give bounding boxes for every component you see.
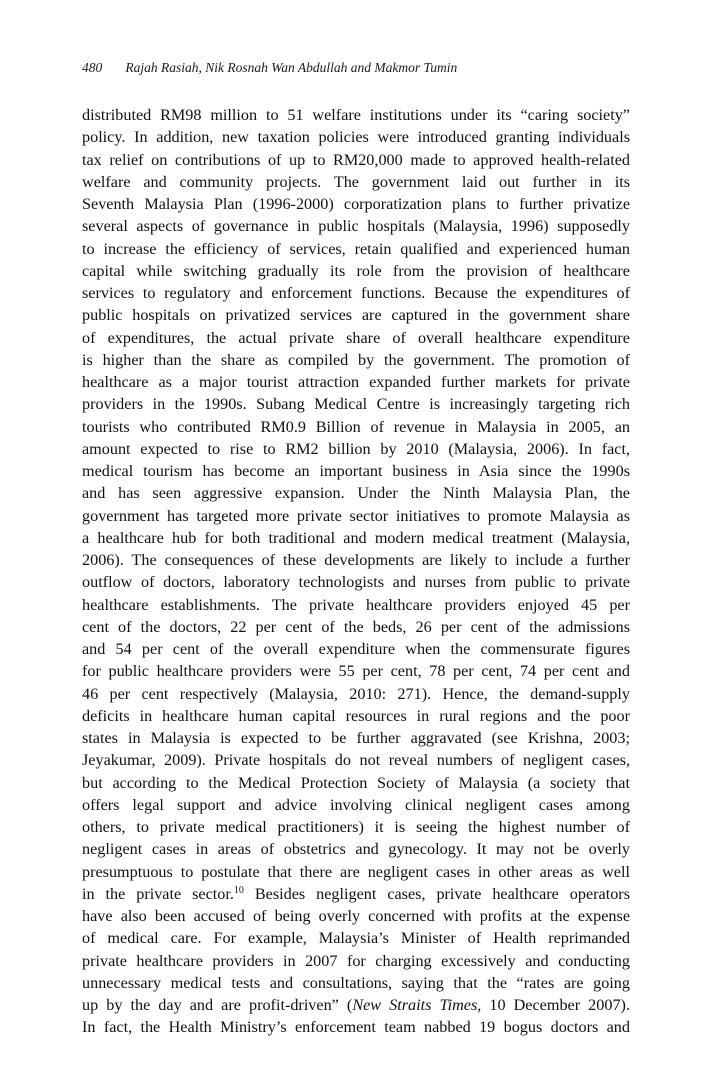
text-line [82, 972, 630, 994]
author-names: Rajah Rasiah, Nik Rosnah Wan Abdullah and Makmor Tumin [125, 60, 458, 75]
line-text: have also been accused of being overly concerned with profits at the expense [82, 907, 630, 925]
paragraph-lines-b [82, 905, 630, 994]
line-fragment: up by the day and are profit-driven” ( [82, 996, 353, 1014]
running-header [82, 60, 642, 76]
line-text: healthcare as a major tourist attraction expanded further markets for private [82, 373, 630, 391]
line-text: to increase the efficiency of services, retain qualified and experienced human [82, 239, 630, 258]
publication-title: New Straits Times [352, 996, 478, 1014]
text-line [82, 950, 630, 972]
text-line [82, 260, 630, 282]
text-line [82, 861, 630, 883]
text-line [82, 126, 630, 148]
text-line [82, 238, 630, 260]
line-text: policy. In addition, new taxation policies were introduced granting individuals [82, 128, 630, 147]
text-line [82, 838, 630, 860]
text-line [82, 616, 630, 638]
line-fragment: in the private sector. [82, 884, 234, 903]
line-text: 46 per cent respectively (Malaysia, 2010: 271). Hence, the demand-supply [82, 684, 630, 703]
text-line [82, 571, 630, 593]
line-text: 2006). The consequences of these developments are likely to include a further [82, 551, 630, 569]
text-line [82, 104, 630, 126]
line-text: cent of the doctors, 22 per cent of the beds, 26 per cent of the admissions [82, 617, 630, 636]
text-line [82, 327, 630, 349]
text-line-citation [82, 994, 630, 1016]
line-text: tourists who contributed RM0.9 Billion of revenue in Malaysia in 2005, an [82, 417, 630, 436]
line-text: offers legal support and advice involving clinical negligent cases among [82, 795, 630, 814]
text-line [82, 683, 630, 705]
text-line [82, 460, 630, 482]
line-text: and has seen aggressive expansion. Under the Ninth Malaysia Plan, the [82, 484, 630, 503]
line-text: states in Malaysia is expected to be further aggravated (see Krishna, 2003; [82, 729, 630, 747]
body-text [82, 104, 630, 1039]
line-fragment: , 10 December 2007). [477, 996, 630, 1014]
text-line [82, 282, 630, 304]
text-line [82, 816, 630, 838]
text-line [82, 927, 630, 949]
text-line [82, 594, 630, 616]
line-text: medical tourism has become an important business in Asia since the 1990s [82, 462, 630, 480]
line-text: is higher than the share as compiled by the government. The promotion of [82, 350, 630, 369]
line-text: negligent cases in areas of obstetrics and gynecology. It may not be overly [82, 840, 630, 859]
line-text: Seventh Malaysia Plan (1996-2000) corporatization plans to further privatize [82, 195, 630, 213]
line-text: providers in the 1990s. Subang Medical Centre is increasingly targeting rich [82, 395, 630, 414]
line-text: government has targeted more private sector initiatives to promote Malaysia as [82, 506, 630, 525]
line-text: services to regulatory and enforcement functions. Because the expenditures of [82, 284, 630, 302]
line-text: deficits in healthcare human capital resources in rural regions and the poor [82, 706, 630, 725]
line-text: amount expected to rise to RM2 billion by 2010 (Malaysia, 2006). In fact, [82, 439, 630, 458]
text-line [82, 505, 630, 527]
line-text: outflow of doctors, laboratory technologists and nurses from public to private [82, 573, 630, 592]
line-text: for public healthcare providers were 55 per cent, 78 per cent, 74 per cent and [82, 662, 630, 681]
text-line [82, 482, 630, 504]
line-text: public hospitals on privatized services are captured in the government share [82, 306, 630, 325]
text-line [82, 438, 630, 460]
text-line [82, 705, 630, 727]
text-line [82, 905, 630, 927]
text-line [82, 393, 630, 415]
paragraph-lines-a [82, 104, 630, 883]
line-text: of expenditures, the actual private share of overall healthcare expenditure [82, 328, 630, 347]
text-line-last [82, 1016, 630, 1038]
text-line [82, 660, 630, 682]
text-line-footnote [82, 883, 630, 905]
text-line [82, 416, 630, 438]
text-line [82, 215, 630, 237]
line-text: of medical care. For example, Malaysia’s Minister of Health reprimanded [82, 929, 630, 948]
footnote-marker[interactable]: 10 [233, 884, 244, 896]
text-line [82, 349, 630, 371]
line-text: private healthcare providers in 2007 for charging excessively and conducting [82, 951, 630, 970]
line-text: unnecessary medical tests and consultations, saying that the “rates are going [82, 973, 630, 992]
line-text: distributed RM98 million to 51 welfare institutions under its “caring society” [82, 106, 630, 124]
page-number: 480 [82, 60, 103, 75]
line-text: and 54 per cent of the overall expenditure when the commensurate figures [82, 640, 630, 658]
text-line [82, 527, 630, 549]
text-line [82, 549, 630, 571]
line-text: several aspects of governance in public hospitals (Malaysia, 1996) supposedly [82, 217, 630, 236]
line-text: tax relief on contributions of up to RM20,000 made to approved health-related [82, 150, 630, 169]
line-text: welfare and community projects. The government laid out further in its [82, 172, 630, 191]
line-text: others, to private medical practitioners) it is seeing the highest number of [82, 818, 630, 836]
line-text: Jeyakumar, 2009). Private hospitals do not reveal numbers of negligent cases, [82, 751, 630, 770]
line-text: a healthcare hub for both traditional and modern medical treatment (Malaysia, [82, 528, 630, 547]
text-line [82, 304, 630, 326]
text-line [82, 794, 630, 816]
text-line [82, 193, 630, 215]
text-line [82, 749, 630, 771]
text-line [82, 171, 630, 193]
line-fragment: In fact, the Health Ministry’s enforcement team nabbed 19 bogus doctors and [82, 1018, 630, 1037]
text-line [82, 727, 630, 749]
text-line [82, 149, 630, 171]
line-fragment: Besides negligent cases, private healthcare operators [243, 884, 630, 903]
text-line [82, 371, 630, 393]
line-text: presumptuous to postulate that there are negligent cases in other areas as well [82, 862, 630, 881]
line-text: capital while switching gradually its role from the provision of healthcare [82, 261, 630, 280]
text-line [82, 772, 630, 794]
text-line [82, 638, 630, 660]
line-text: healthcare establishments. The private healthcare providers enjoyed 45 per [82, 595, 630, 614]
line-text: but according to the Medical Protection Society of Malaysia (a society that [82, 773, 630, 792]
